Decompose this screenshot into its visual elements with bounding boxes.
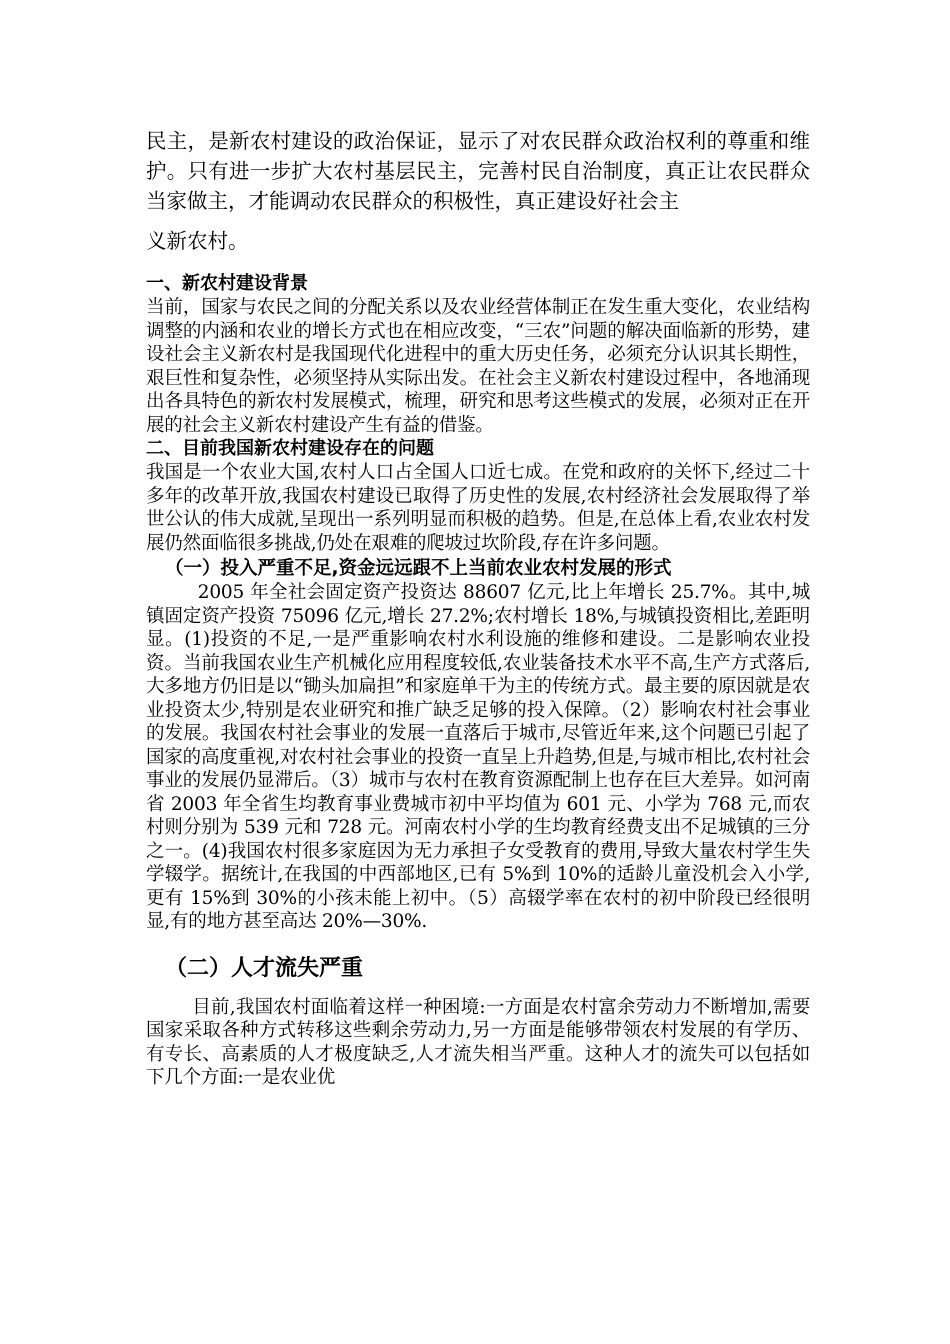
subsection-body-talent: 目前,我国农村面临着这样一种困境:一方面是农村富余劳动力不断增加,需要国家采取各种方式转移这些剩余劳动力,另一方面是能够带领农村发展的有学历、有专长、高素质的人才极度缺乏,人才流失相当严重。这种人才的流失可以包括如下几个方面:一是农业优	[146, 996, 810, 1088]
section-body-background: 当前，国家与农民之间的分配关系以及农业经营体制正在发生重大变化，农业结构调整的内涵和农业的增长方式也在相应改变，“三农”问题的解决面临新的形势，建设社会主义新农村是我国现代化进程中的重大历史任务，必须充分认识其长期性，艰巨性和复杂性，必须坚持从实际出发。在社会主义新农村建设过程中，各地涌现出各具特色的新农村发展模式，梳理，研究和思考这些模式的发展，必须对正在开展的社会主义新农村建设产生有益的借鉴。	[146, 297, 810, 436]
subsection-heading-investment: （一）投入严重不足,资金远远跟不上当前农业农村发展的形式	[165, 558, 672, 579]
subsection-body-investment: 2005 年全社会固定资产投资达 88607 亿元,比上年增长 25.7%。其中,城镇固定资产投资 75096 亿元,增长 27.2%;农村增长 18%,与城镇投资相比,差距明显。(1)投资的不足,一是严重影响农村水利设施的维修和建设。二是影响农业投资。当前我国农业生产机械化应用程度较低,农业装备技术水平不高,生产方式落后,大多地方仍旧是以“锄头加扁担”和家庭单干为主的传统方式。最主要的原因就是农业投资太少,特别是农业研究和推广缺乏足够的投入保障。（2）影响农村社会事业的发展。我国农村社会事业的发展一直落后于城市,尽管近年来,这个问题已引起了国家的高度重视,对农村社会事业的投资一直呈上升趋势,但是,与城市相比,农村社会事业的发展仍显滞后。（3）城市与农村在教育资源配制上也存在巨大差异。如河南省 2003 年全省生均教育事业费城市初中平均值为 601 元、小学为 768 元,而农村则分别为 539 元和 728 元。河南农村小学的生均教育经费支出不足城镇的三分之一。(4)我国农村很多家庭因为无力承担子女受教育的费用,导致大量农村学生失学辍学。据统计,在我国的中西部地区,已有 5%到 10%的适龄儿童没机会入小学,更有 15%到 30%的小孩未能上初中。（5）高辍学率在农村的初中阶段已经很明显,有的地方甚至高达 20%—30%.	[146, 582, 810, 932]
subsection-heading-talent: （二）人才流失严重	[165, 955, 364, 981]
intro-text: 民主，是新农村建设的政治保证，显示了对农民群众政治权利的尊重和维护。只有进一步扩大农村基层民主，完善村民自治制度，真正让农民群众当家做主，才能调动农民群众的积极性，真正建设好社会主	[146, 129, 810, 213]
intro-paragraph	[146, 126, 810, 256]
section-heading-background: 一、新农村建设背景	[146, 273, 308, 294]
intro-text-end: 义新农村。	[146, 229, 249, 253]
section-heading-problems: 二、目前我国新农村建设存在的问题	[146, 438, 434, 459]
document-body	[146, 126, 810, 1090]
section-body-problems: 我国是一个农业大国,农村人口占全国人口近七成。在党和政府的关怀下,经过二十多年的改革开放,我国农村建设已取得了历史性的发展,农村经济社会发展取得了举世公认的伟大成就,呈现出一系列明显而积极的趋势。但是,在总体上看,农业农村发展仍然面临很多挑战,仍处在艰难的爬坡过坎阶段,存在许多问题。	[146, 462, 810, 554]
